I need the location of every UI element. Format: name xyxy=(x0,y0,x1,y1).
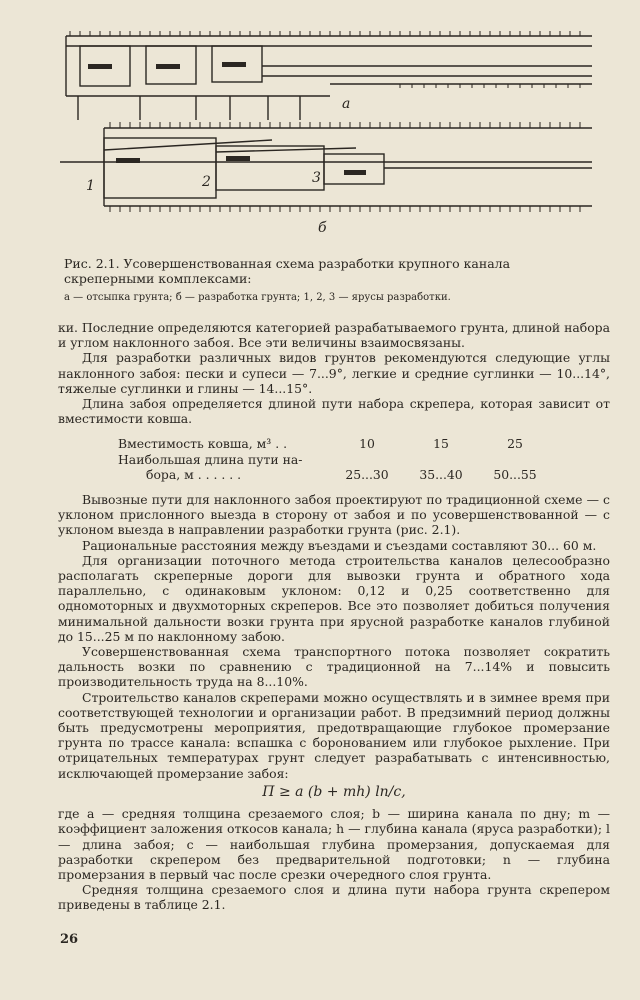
paragraph: Длина забоя определяется длиной пути набора скрепера, которая зависит от вместимости ковша. xyxy=(58,396,610,427)
paragraph: ки. Последние определяются категорией разрабатываемого грунта, длиной набора и углом наклонного забоя. Все эти величины взаимосвязаны. xyxy=(58,320,610,351)
paragraph: Усовершенствованная схема транспортного потока позволяет сократить дальность возки по сравнению с традиционной на 7...14% и повысить производительность труда на 8...10%. xyxy=(58,644,610,690)
table-cell: 15 xyxy=(433,436,449,452)
paragraph: Рациональные расстояния между въездами и съездами составляют 30... 60 м. xyxy=(82,537,597,553)
figure-caption xyxy=(64,256,604,305)
figure-label-1: 1 xyxy=(86,178,95,194)
page-number: 26 xyxy=(60,932,79,947)
paragraph: Для организации поточного метода строительства каналов целесообразно располагать скреперные дороги для вывозки грунта и обратного хода параллельно, с одинаковым уклоном: 0,12 и 0,25 соответственно для одномоторных и двухмоторных скреперов. Все это позволяет добиться получения минимальной дальности возки грунта при ярусной разработке каналов глубиной до 15...25 м по наклонному забою. xyxy=(58,552,610,644)
paragraph: Средняя толщина срезаемого слоя и длина пути набора грунта скрепером приведены в таблице 2.1. xyxy=(58,882,610,913)
table-row xyxy=(118,452,610,467)
paragraph: Вывозные пути для наклонного забоя проектируют по традиционной схеме — с уклоном прислонного выезда в сторону от забоя и по усовершенствованной — с уклоном выезда в направлении разработки грунта (рис. 2.1). xyxy=(58,492,610,538)
capacity-table xyxy=(118,436,610,482)
table-row xyxy=(118,436,610,451)
table-cell: 25...30 xyxy=(345,466,389,482)
paragraph: где a — средняя толщина срезаемого слоя; b — ширина канала по дну; m — коэффициент заложения откосов канала; h — глубина канала (яруса разработки); l — длина забоя; c — наибольшая глубина промерзания, допускаемая для разработки скрепером без предварительной подготовки; n — глубина промерзания в первый час после срезки очередного слоя грунта. xyxy=(58,806,610,882)
paragraph: Для разработки различных видов грунтов рекомендуются следующие углы наклонного забоя: пески и супеси — 7...9°, легкие и средние суглинки — 10...14°, тяжелые суглинки и глины — 14...15°. xyxy=(58,350,610,396)
table-row xyxy=(118,467,610,482)
figure-label-a: а xyxy=(342,96,351,112)
figure-label-2: 2 xyxy=(202,174,211,190)
table-label: Вместимость ковша, м³ . . xyxy=(118,436,288,452)
paragraph: Строительство каналов скреперами можно осуществлять и в зимнее время при соответствующей технологии и организации работ. В предзимний период должны быть предусмотрены мероприятия, предотвращающие глубокое промерзание грунта по трассе канала: вспашка с боронованием или глубокое рыхление. При отрицательных температурах грунт следует разрабатывать с интенсивностью, исключающей промерзание забоя: xyxy=(58,689,610,781)
table-label: бора, м . . . . . . xyxy=(146,466,242,482)
table-cell: 35...40 xyxy=(419,466,463,482)
body-text xyxy=(58,320,610,913)
figure-label-3: 3 xyxy=(312,170,321,186)
formula: П ≥ a (b + mh) ln/c, xyxy=(262,783,406,800)
table-cell: 25 xyxy=(507,436,523,452)
table-cell: 50...55 xyxy=(493,466,537,482)
caption-legend: а — отсыпка грунта; б — разработка грунта; 1, 2, 3 — ярусы разработки. xyxy=(64,292,451,303)
caption-title: Рис. 2.1. Усовершенствованная схема разработки крупного канала скреперными комплексами: xyxy=(64,256,511,286)
table-cell: 10 xyxy=(359,436,375,452)
table-label: Наибольшая длина пути на- xyxy=(118,451,303,467)
scheme-figure xyxy=(0,0,640,250)
figure-label-b: б xyxy=(318,220,327,236)
